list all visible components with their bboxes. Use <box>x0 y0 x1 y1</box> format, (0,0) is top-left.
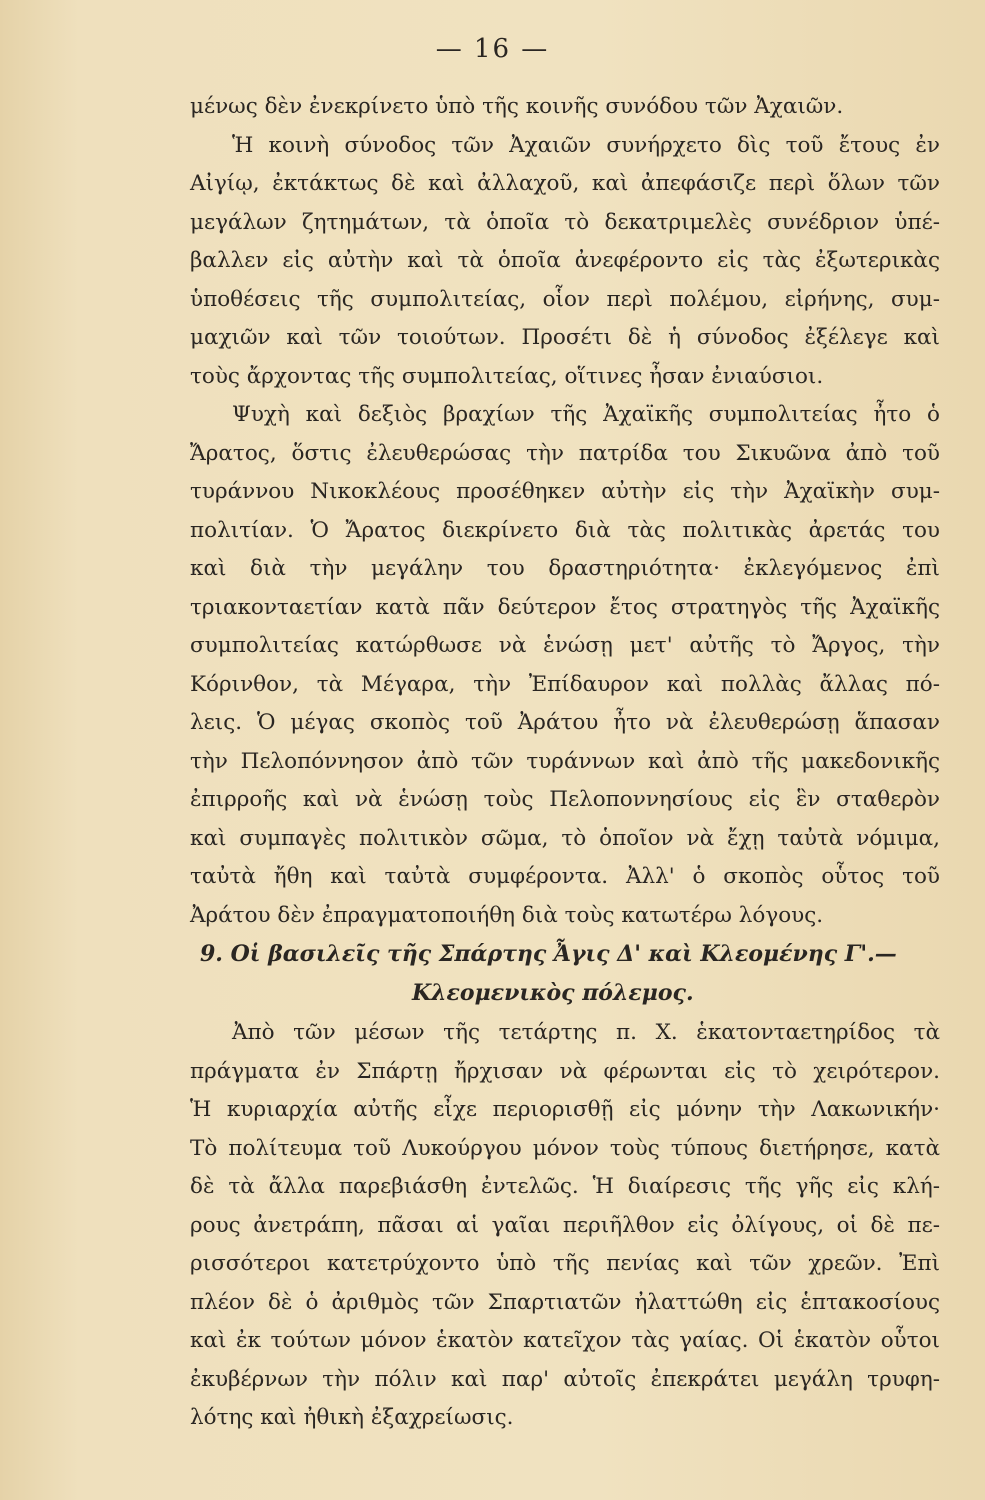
text-line: μαχιῶν καὶ τῶν τοιούτων. Προσέτι δὲ ἡ σύνοδος ἐξέλεγε καὶ <box>190 325 940 350</box>
text-line: ταὐτὰ ἤθη καὶ ταὐτὰ συμφέροντα. Ἀλλ' ὁ σκοπὸς οὗτος τοῦ <box>190 864 940 889</box>
text-line: πράγματα ἐν Σπάρτῃ ἤρχισαν νὰ φέρωνται εἰς τὸ χειρότερον. <box>190 1058 940 1084</box>
text-line: ρισσότεροι κατετρύχοντο ὑπὸ τῆς πενίας καὶ τῶν χρεῶν. Ἐπὶ <box>190 1251 940 1276</box>
text-line: λότης καὶ ἠθικὴ ἐξαχρείωσις. <box>190 1405 514 1430</box>
section-subheading: Κλεομενικὸς πόλεμος. <box>412 979 694 1006</box>
text-line: Ἡ κοινὴ σύνοδος τῶν Ἀχαιῶν συνήρχετο δὶς τοῦ ἔτους ἐν <box>232 132 940 158</box>
text-line: δὲ τὰ ἄλλα παρεβιάσθη ἐντελῶς. Ἡ διαίρεσις τῆς γῆς εἰς κλή- <box>190 1174 940 1199</box>
text-line: τοὺς ἄρχοντας τῆς συμπολιτείας, οἵτινες ἦσαν ἐνιαύσιοι. <box>190 363 824 389</box>
text-line: Ἄρατος, ὅστις ἐλευθερώσας τὴν πατρίδα του Σικυῶνα ἀπὸ τοῦ <box>190 440 940 466</box>
text-line: ἐκυβέρνων τὴν πόλιν καὶ παρ' αὐτοῖς ἐπεκράτει μεγάλη τρυφη- <box>190 1366 940 1392</box>
text-line: ὑποθέσεις τῆς συμπολιτείας, οἷον περὶ πολέμου, εἰρήνης, συμ- <box>190 286 940 312</box>
text-line: βαλλεν εἰς αὐτὴν καὶ τὰ ὁποῖα ἀνεφέροντο εἰς τὰς ἐξωτερικὰς <box>190 248 940 273</box>
text-line: Ψυχὴ καὶ δεξιὸς βραχίων τῆς Ἀχαϊκῆς συμπολιτείας ἦτο ὁ <box>232 402 940 427</box>
text-line: τριακονταετίαν κατὰ πᾶν δεύτερον ἔτος στρατηγὸς τῆς Ἀχαϊκῆς <box>190 594 940 620</box>
text-line: ρους ἀνετράπη, πᾶσαι αἱ γαῖαι περιῆλθον εἰς ὀλίγους, οἱ δὲ πε- <box>190 1212 940 1238</box>
text-line: τὴν Πελοπόννησον ἀπὸ τῶν τυράννων καὶ ἀπὸ τῆς μακεδονικῆς <box>190 748 940 774</box>
text-line: Κόρινθον, τὰ Μέγαρα, τὴν Ἐπίδαυρον καὶ πολλὰς ἄλλας πό- <box>190 671 940 697</box>
text-line: πολιτίαν. Ὁ Ἄρατος διεκρίνετο διὰ τὰς πολιτικὰς ἀρετάς του <box>190 517 940 543</box>
text-line: Τὸ πολίτευμα τοῦ Λυκούργου μόνον τοὺς τύπους διετήρησε, κατὰ <box>190 1135 940 1161</box>
page-number: — 16 — <box>435 34 550 64</box>
section-heading: 9. Οἱ βασιλεῖς τῆς Σπάρτης Ἆγις Δ' καὶ Κλεομένης Γ'.— <box>200 941 897 967</box>
text-line: Ἀπὸ τῶν μέσων τῆς τετάρτης π. Χ. ἑκατονταετηρίδος τὰ <box>232 1020 940 1045</box>
text-line: Αἰγίῳ, ἐκτάκτως δὲ καὶ ἀλλαχοῦ, καὶ ἀπεφάσιζε περὶ ὅλων τῶν <box>190 171 940 196</box>
text-line: μένως δὲν ἐνεκρίνετο ὑπὸ τῆς κοινῆς συνόδου τῶν Ἀχαιῶν. <box>190 94 844 119</box>
text-line: Ἀράτου δὲν ἐπραγματοποιήθη διὰ τοὺς κατωτέρω λόγους. <box>190 902 824 928</box>
text-line: μεγάλων ζητημάτων, τὰ ὁποῖα τὸ δεκατριμελὲς συνέδριον ὑπέ- <box>190 209 940 235</box>
text-line: καὶ συμπαγὲς πολιτικὸν σῶμα, τὸ ὁποῖον νὰ ἔχῃ ταὐτὰ νόμιμα, <box>190 825 940 851</box>
text-line: Ἡ κυριαρχία αὐτῆς εἶχε περιορισθῇ εἰς μόνην τὴν Λακωνικήν· <box>190 1097 940 1122</box>
text-line: καὶ διὰ τὴν μεγάλην του δραστηριότητα· ἐκλεγόμενος ἐπὶ <box>190 556 940 581</box>
page-body <box>190 88 940 1438</box>
text-line: τυράννου Νικοκλέους προσέθηκεν αὐτὴν εἰς τὴν Ἀχαϊκὴν συμ- <box>190 479 940 504</box>
text-line: πλέον δὲ ὁ ἀριθμὸς τῶν Σπαρτιατῶν ἠλαττώθη εἰς ἑπτακοσίους <box>190 1289 940 1315</box>
text-line: συμπολιτείας κατώρθωσε νὰ ἑνώσῃ μετ' αὐτῆς τὸ Ἄργος, τὴν <box>190 633 940 658</box>
text-line: καὶ ἐκ τούτων μόνον ἑκατὸν κατεῖχον τὰς γαίας. Οἱ ἑκατὸν οὗτοι <box>190 1328 940 1353</box>
text-line: ἐπιρροῆς καὶ νὰ ἑνώσῃ τοὺς Πελοποννησίους εἰς ἓν σταθερὸν <box>190 787 940 812</box>
text-line: λεις. Ὁ μέγας σκοπὸς τοῦ Ἀράτου ἦτο νὰ ἐλευθερώσῃ ἅπασαν <box>190 710 940 735</box>
